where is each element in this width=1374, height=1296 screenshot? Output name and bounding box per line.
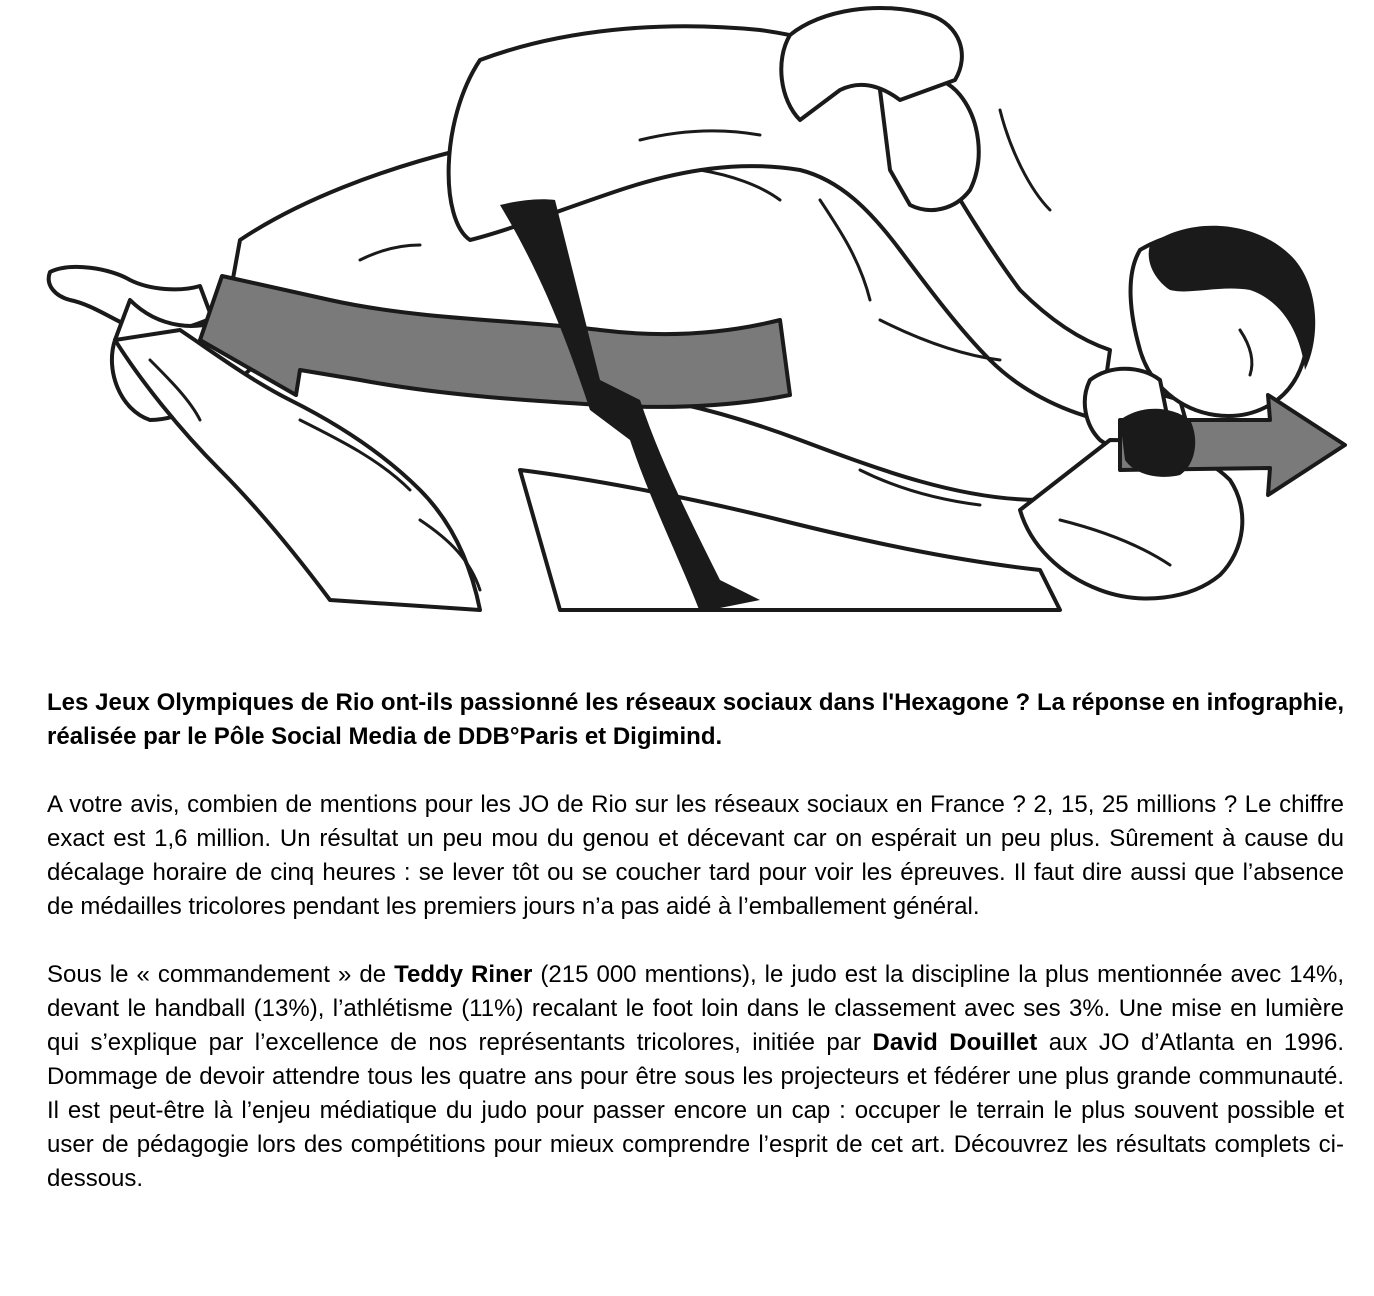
article-lead: Les Jeux Olympiques de Rio ont-ils passionné les réseaux sociaux dans l'Hexagone ? La réponse en infographie, réalisée par le Pôle Social Media de DDB°Paris et Digimind. xyxy=(47,689,1344,750)
paragraph-2-text-1: Sous le « commandement » de xyxy=(47,961,395,988)
paragraph-2-text-3: aux JO d’Atlanta en 1996. Dommage de devoir attendre tous les quatre ans pour être sous les projecteurs et fédérer une plus grande communauté. Il est peut-être là l’enjeu médiatique du judo pour passer encore un cap : occuper le terrain le plus souvent possible et user de pédagogie lors des compétitions pour mieux comprendre l’esprit de cet art. Découvrez les résultats complets ci-dessous. xyxy=(47,1029,1344,1192)
david-douillet-name: David Douillet xyxy=(872,1029,1038,1056)
judo-throw-illustration xyxy=(0,0,1374,625)
teddy-riner-name: Teddy Riner xyxy=(394,961,533,988)
judo-illustration-svg xyxy=(0,0,1374,625)
article-paragraph-2 xyxy=(47,958,1344,1196)
paragraph-2-text-2: (215 000 mentions), le judo est la discipline la plus mentionnée avec 14%, devant le handball (13%), l’athlétisme (11%) recalant le foot loin dans le classement avec ses 3%. Une mise en lumière qui s’explique par l’excellence de nos représentants tricolores, initiée par xyxy=(47,961,1344,1056)
article-body xyxy=(47,686,1344,1196)
article-paragraph-1: A votre avis, combien de mentions pour les JO de Rio sur les réseaux sociaux en France ? 2, 15, 25 millions ? Le chiffre exact est 1,6 million. Un résultat un peu mou du genou et décevant car on espérait un peu plus. Sûrement à cause du décalage horaire de cinq heures : se lever tôt ou se coucher tard pour voir les épreuves. Il faut dire aussi que l’absence de médailles tricolores pendant les premiers jours n’a pas aidé à l’emballement général. xyxy=(47,791,1344,920)
